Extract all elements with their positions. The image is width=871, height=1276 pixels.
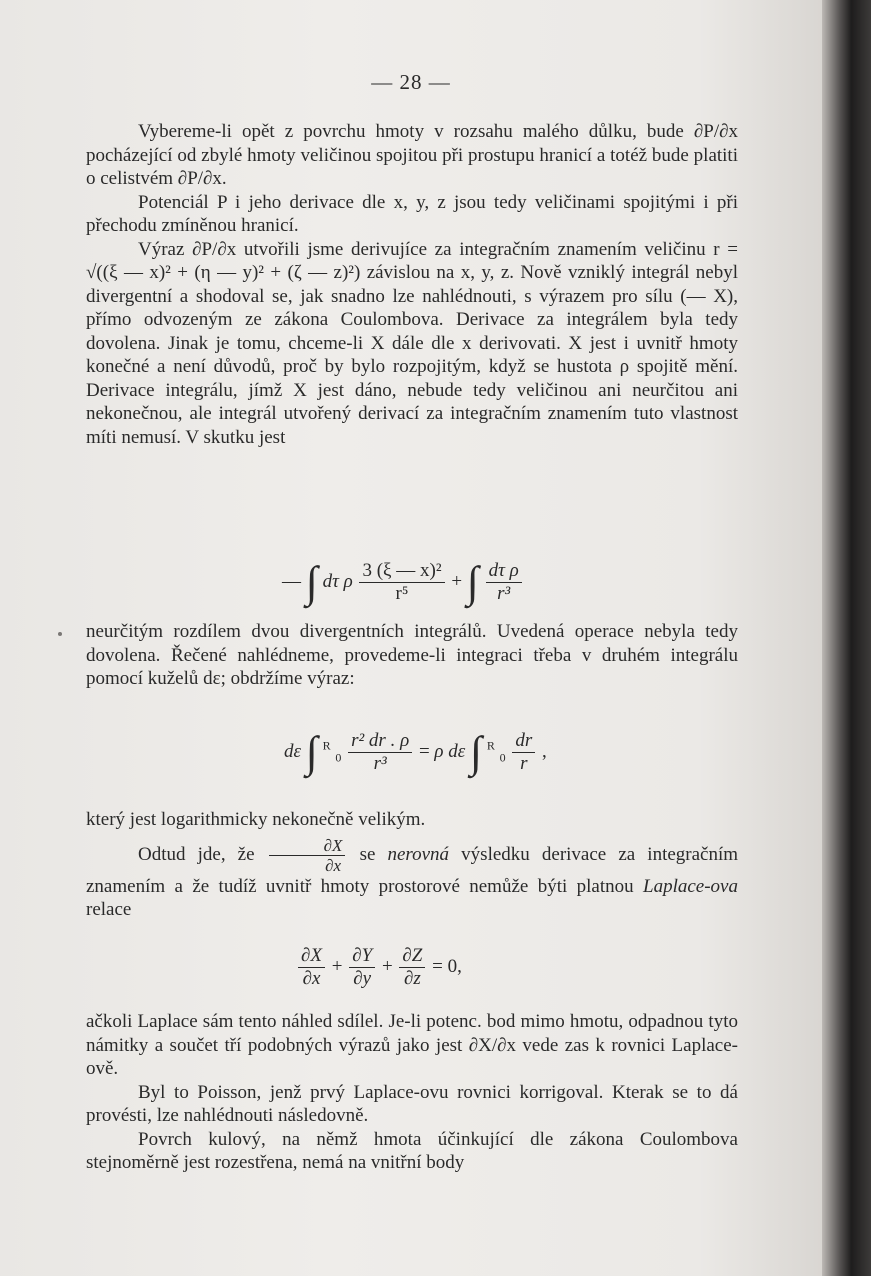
p6-text-a: Odtud jde, že	[138, 843, 255, 865]
book-spine	[822, 0, 871, 1276]
fraction-dX-dx	[269, 836, 346, 875]
plus-sign-2: +	[331, 955, 343, 977]
fraction-dX-numerator: ∂X	[269, 836, 346, 856]
integral-sign: ∫	[305, 557, 318, 607]
paragraph-2: Potenciál P i jeho derivace dle x, y, z jsou tedy veličinami spojitými i při přechodu zmíněnou hranicí.	[86, 191, 738, 236]
fraction-4	[512, 730, 535, 775]
fraction-5-numerator: ∂X	[298, 945, 325, 968]
equals-sign: =	[418, 740, 430, 762]
upper-limit-2: R	[486, 738, 495, 753]
integrand-1: dτ ρ	[322, 570, 353, 592]
fraction-1-denominator: r⁵	[395, 583, 409, 604]
paragraph-6	[86, 836, 738, 922]
fraction-6-denominator: ∂y	[353, 968, 372, 989]
paragraph-block-2	[86, 620, 738, 691]
equals-zero: = 0,	[432, 955, 462, 977]
plus-sign-3: +	[381, 955, 393, 977]
paragraph-1: Vybereme-li opět z povrchu hmoty v rozsahu malého důlku, bude ∂P/∂x pocházející od zbylé hmoty veličinou spojitou při prostupu hranicí a totéž bude platiti o celistvém ∂P/∂x.	[86, 121, 738, 189]
integral-sign-2: ∫	[466, 557, 479, 607]
p6-text-d: výsledku derivace za integračním znamením a že tudíž uvnitř hmoty prostorové nemůže býti platnou	[86, 843, 739, 897]
fraction-5	[298, 945, 325, 990]
d-epsilon: dε	[284, 740, 301, 762]
minus-sign: —	[282, 570, 301, 592]
p6-text-e: Laplace-ova	[643, 875, 738, 897]
fraction-2-denominator: r³	[497, 583, 511, 604]
fraction-3-numerator: r² dr . ρ	[348, 730, 412, 753]
fraction-6	[349, 945, 375, 990]
fraction-dX-denominator: ∂x	[325, 855, 342, 875]
margin-dot	[58, 632, 62, 636]
paragraph-block-4	[86, 1010, 738, 1175]
p6-text-f: relace	[86, 899, 132, 920]
lower-limit: 0	[335, 750, 342, 765]
formula-laplace	[296, 945, 462, 990]
upper-limit: R	[322, 738, 331, 753]
integral-sign-4: ∫	[470, 727, 483, 777]
p6-text-b: se	[359, 843, 376, 865]
paragraph-5: který jest logarithmicky nekonečně velikým.	[86, 809, 426, 830]
paragraph-8: Byl to Poisson, jenž prvý Laplace-ovu rovnici korrigoval. Kterak se to dá provésti, lze nahlédnouti následovně.	[86, 1081, 738, 1126]
formula-divergent-integrals	[282, 557, 524, 607]
fraction-2	[486, 560, 522, 605]
p6-text-c: nerovná	[387, 843, 450, 865]
fraction-3	[348, 730, 412, 775]
paragraph-3: Výraz ∂P/∂x utvořili jsme derivujíce za integračním znamením veličinu r = √((ξ — x)² + (η — y)² + (ζ — z)²) závislou na x, y, z. Nově vzniklý integrál nebyl divergentní a shodoval se, jak snadno lze nahlédnouti, s výrazem pro sílu (— X), přímo odvozeným ze zákona Coulombova. Derivace za integrálem byla tedy dovolena. Jinak je tomu, chceme-li X dále dle x derivovati. X jest i uvnitř hmoty konečné a není důvodů, proč by bylo rozpojitým, když se hustota ρ spojitě mění. Derivace integrálu, jímž X jest dáno, nebude tedy veličinou ani neurčitou ani nekonečnou, ale integrál utvořený derivací za integračním znamením tuto vlastnost míti nemusí. V skutku jest	[86, 238, 738, 448]
paragraph-4: neurčitým rozdílem dvou divergentních integrálů. Uvedená operace nebyla tedy dovolena. Řečené nahlédneme, provedeme-li integraci třeba v druhém integrálu pomocí kuželů dε; obdržíme výraz:	[86, 621, 738, 689]
fraction-7	[399, 945, 425, 990]
paragraph-block-3	[86, 808, 738, 922]
lower-limit-2: 0	[499, 750, 506, 765]
fraction-7-numerator: ∂Z	[399, 945, 425, 968]
fraction-4-numerator: dr	[512, 730, 535, 753]
fraction-5-denominator: ∂x	[302, 968, 321, 989]
fraction-2-numerator: dτ ρ	[486, 560, 522, 583]
paragraph-9: Povrch kulový, na němž hmota účinkující dle zákona Coulombova stejnoměrně jest rozestřena, nemá na vnitřní body	[86, 1128, 738, 1173]
fraction-3-denominator: r³	[373, 753, 387, 774]
page-number: — 28 —	[371, 70, 451, 94]
plus-sign: +	[451, 570, 463, 592]
fraction-7-denominator: ∂z	[403, 968, 421, 989]
paragraph-block-1	[86, 120, 738, 449]
fraction-1	[359, 560, 444, 605]
fraction-1-numerator: 3 (ξ — x)²	[359, 560, 444, 583]
fraction-4-denominator: r	[520, 753, 528, 774]
comma: ,	[542, 740, 547, 762]
integral-sign-3: ∫	[305, 727, 318, 777]
paragraph-7: ačkoli Laplace sám tento náhled sdílel. Je-li potenc. bod mimo hmotu, odpadnou tyto námitky a součet tří podobných výrazů jako jest ∂X/∂x vede zas k rovnici Laplace-ově.	[86, 1011, 738, 1079]
rho-d-epsilon: ρ dε	[434, 740, 466, 762]
formula-cone-integral	[284, 727, 547, 777]
fraction-6-numerator: ∂Y	[349, 945, 375, 968]
